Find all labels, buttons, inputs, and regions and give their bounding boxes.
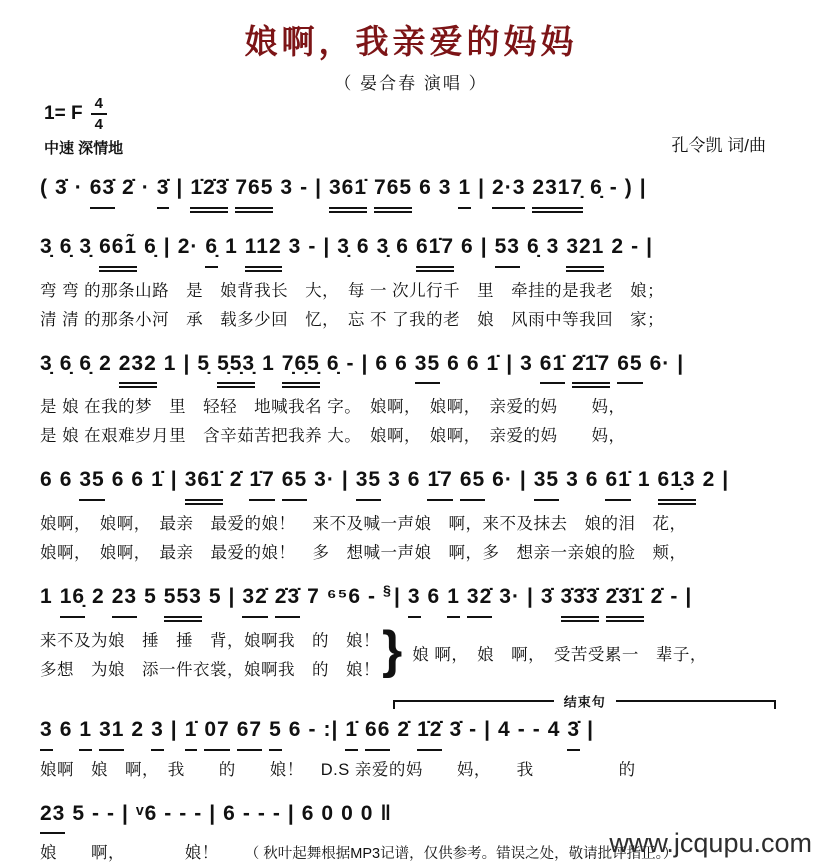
sheet-music-page: [0, 16, 822, 861]
notation-token: ‖: [380, 796, 391, 833]
notation-token: 3: [439, 170, 452, 207]
key-signature: 1= F: [44, 103, 83, 125]
notation-token: 5: [209, 579, 222, 616]
notation-token: 65: [282, 462, 307, 501]
notation-token: 3̇3̇3̇: [561, 579, 599, 622]
lyric-line: 来不及为娘 捶 捶 背，娘啊我 的 娘！: [40, 627, 380, 651]
notation-token: 65: [617, 346, 642, 385]
notation-token: 1̇: [151, 462, 164, 499]
notation-token: 1̇7: [249, 462, 274, 501]
notation-token: |: [722, 462, 729, 499]
notation-token: 321: [566, 229, 604, 272]
music-system: [40, 696, 792, 780]
lyric-line: [40, 756, 792, 780]
notation-token: 4: [498, 712, 511, 749]
notation-token: 35: [356, 462, 381, 501]
notation-token: -: [194, 796, 202, 833]
notation-token: 5̣5̣3̣: [217, 346, 255, 389]
notation-token: |: [527, 579, 534, 616]
notation-token: 3̣: [40, 229, 53, 266]
notation-systems: [0, 158, 822, 863]
notation-token: (: [40, 170, 48, 207]
notation-line: [40, 712, 792, 751]
notation-token: -: [347, 346, 355, 383]
ending-phrase-label: 结束句: [554, 691, 616, 710]
time-signature: [91, 96, 107, 132]
notation-token: 6̣: [205, 229, 218, 268]
notation-token: -: [273, 796, 281, 833]
notation-token: ᵛ6: [136, 796, 157, 833]
notation-token: |: [183, 346, 190, 383]
notation-token: 2317̣: [532, 170, 583, 213]
brace-glyph: }: [382, 627, 402, 674]
music-system: [40, 579, 792, 680]
notation-token: -: [469, 712, 477, 749]
notation-token: 7̣6̣5̣: [282, 346, 320, 389]
notation-token: 3: [388, 462, 401, 499]
notation-token: -: [670, 579, 678, 616]
notation-token: |: [229, 579, 236, 616]
notation-token: 3̇: [157, 170, 170, 209]
notation-token: 6: [60, 712, 73, 749]
notation-token: 5: [269, 712, 282, 751]
notation-token: 6̣: [327, 346, 340, 383]
notation-token: 3: [566, 462, 579, 499]
lyric-text: 娘啊 娘 啊， 我 的 娘！ D.S 亲爱的妈 妈， 我 的: [40, 761, 636, 779]
notation-token: -: [308, 712, 316, 749]
notation-token: 66: [365, 712, 390, 751]
notation-token: |: [640, 170, 647, 207]
notation-token: |: [685, 579, 692, 616]
lyric-line: [40, 539, 792, 563]
notation-token: 61̇7: [416, 229, 454, 272]
notation-token: 31: [99, 712, 124, 751]
notation-line: [40, 579, 792, 622]
notation-token: 67: [237, 712, 262, 751]
notation-token: 6̣: [590, 170, 603, 207]
notation-token: ·: [75, 170, 83, 207]
notation-token: 3̣: [337, 229, 350, 266]
notation-token: 1̇2̇3̇: [190, 170, 228, 213]
music-system: [40, 346, 792, 447]
notation-token: 61̇: [605, 462, 630, 501]
lyric-line: [40, 277, 792, 301]
lyric-line: 多想 为娘 添一件衣裳，娘啊我 的 娘！: [40, 656, 380, 680]
notation-token: §: [383, 579, 392, 604]
notation-token: 3: [289, 229, 302, 266]
notation-token: 32̇: [467, 579, 492, 618]
music-system: [40, 229, 792, 330]
notation-token: 6: [40, 462, 53, 499]
notation-token: 35: [415, 346, 440, 385]
notation-token: |: [646, 229, 653, 266]
notation-token: |: [677, 346, 684, 383]
notation-token: 1̇: [345, 712, 358, 751]
notation-token: -: [92, 796, 100, 833]
notation-token: 6: [408, 462, 421, 499]
footer: [609, 828, 812, 859]
music-system: [40, 170, 792, 213]
notation-token: -: [243, 796, 251, 833]
notation-token: |: [342, 462, 349, 499]
notation-token: -: [179, 796, 187, 833]
notation-token: 7: [307, 579, 320, 616]
notation-token: 0: [361, 796, 374, 833]
notation-token: 1: [638, 462, 651, 499]
notation-token: 6: [419, 170, 432, 207]
time-signature-denominator: 4: [95, 115, 103, 132]
notation-token: 3̣: [79, 229, 92, 266]
lyric-line: [40, 422, 792, 446]
notation-token: -: [631, 229, 639, 266]
performer-credit: （ 晏合春 演唱 ）: [0, 69, 822, 94]
lyric-text: 娘啊， 娘啊， 最亲 最爱的娘！ 来不及喊一声娘 啊，来不及抹去 娘的泪 花，: [40, 515, 687, 533]
notation-token: |: [176, 170, 183, 207]
notation-token: -: [533, 712, 541, 749]
website-url: www.jcqupu.com: [609, 828, 812, 858]
notation-token: 6·: [650, 346, 671, 383]
notation-token: |: [315, 170, 322, 207]
key-tempo-block: [44, 96, 123, 158]
notation-token: 6: [428, 579, 441, 616]
notation-token: 32̇: [242, 579, 267, 618]
notation-token: 2·3: [492, 170, 525, 209]
notation-token: 3: [280, 170, 293, 207]
notation-token: |: [209, 796, 216, 833]
notation-token: 23: [112, 579, 137, 618]
notation-token: |: [362, 346, 369, 383]
notation-token: 2: [92, 579, 105, 616]
notation-token: 6̣: [60, 346, 73, 383]
notation-token: ): [625, 170, 633, 207]
lyric-line: [40, 510, 792, 534]
notation-token: 5: [72, 796, 85, 833]
notation-token: -: [308, 229, 316, 266]
notation-token: 6: [302, 796, 315, 833]
notation-token: 53: [495, 229, 520, 268]
song-title: 娘啊，我亲爱的妈妈: [0, 16, 822, 63]
notation-token: 6: [395, 346, 408, 383]
lyrics-column: [40, 622, 380, 680]
notation-token: 361̇: [329, 170, 367, 213]
notation-token: 1: [447, 579, 460, 618]
notation-token: 1: [225, 229, 238, 266]
notation-token: 2̇3̇1̇: [606, 579, 644, 622]
notation-line: [40, 346, 792, 389]
lyric-text: 清 清 的那条小河 承 载多少回 忆， 忘 不 了我的老 娘 风雨中等我回 家；: [40, 311, 664, 329]
notation-token: 0: [341, 796, 354, 833]
notation-token: |: [122, 796, 129, 833]
notation-token: |: [171, 462, 178, 499]
notation-token: 3̇: [449, 712, 462, 749]
notation-token: 61̇: [540, 346, 565, 385]
notation-token: -: [107, 796, 115, 833]
notation-token: 765: [235, 170, 273, 213]
notation-token: 661̃: [99, 229, 137, 272]
notation-token: 6: [289, 712, 302, 749]
transcriber-note: （ 秋叶起舞根据MP3记谱，仅供参考。错误之处，敬请批评指正。）: [245, 846, 678, 862]
lyrics-group: [40, 622, 792, 680]
key-time-signature: [44, 96, 123, 132]
notation-token: 6: [131, 462, 144, 499]
notation-token: |: [478, 170, 485, 207]
notation-token: 2̇: [122, 170, 135, 207]
notation-token: 1̇: [185, 712, 198, 751]
notation-token: 35: [534, 462, 559, 501]
notation-token: |: [164, 229, 171, 266]
lyric-text: 娘啊， 娘啊， 最亲 最爱的娘！ 多 想喊一声娘 啊，多 想亲一亲娘的脸 颊，: [40, 544, 687, 562]
notation-token: 4: [548, 712, 561, 749]
notation-token: 3̇: [541, 579, 554, 616]
time-signature-numerator: 4: [91, 96, 107, 115]
lyric-text: 是 娘 在我的梦 里 轻轻 地喊我名 字。 娘啊， 娘啊， 亲爱的妈 妈，: [40, 398, 626, 416]
notation-token: 1̇7: [427, 462, 452, 501]
notation-token: 35: [79, 462, 104, 501]
notation-token: 3: [40, 712, 53, 751]
notation-token: 5: [144, 579, 157, 616]
notation-token: 3̇: [567, 712, 580, 751]
notation-token: 2̇3̇: [275, 579, 300, 618]
notation-token: 16̣: [60, 579, 85, 618]
notation-token: 6: [60, 462, 73, 499]
notation-token: 6̣: [79, 346, 92, 383]
notation-token: 553: [164, 579, 202, 622]
notation-token: 3·: [314, 462, 335, 499]
notation-token: 3̣: [377, 229, 390, 266]
notation-token: |: [394, 579, 401, 616]
notation-token: |: [171, 712, 178, 749]
notation-token: 6: [467, 346, 480, 383]
notation-token: 1: [164, 346, 177, 383]
notation-token: 0: [321, 796, 334, 833]
lyric-text: 弯 弯 的那条山路 是 娘背我长 大， 每 一 次儿行千 里 牵挂的是我老 娘；: [40, 282, 664, 300]
notation-token: 63̇: [90, 170, 115, 209]
notation-token: 2: [99, 346, 112, 383]
tempo-marking: 中速 深情地: [44, 137, 123, 158]
notation-token: 1: [262, 346, 275, 383]
notation-token: ·: [142, 170, 150, 207]
notation-token: 6̣: [60, 229, 73, 266]
notation-token: 2̇1̇7: [572, 346, 610, 389]
notation-token: 6: [586, 462, 599, 499]
notation-token: 65: [460, 462, 485, 501]
notation-token: 1: [79, 712, 92, 751]
notation-token: 6·: [492, 462, 513, 499]
notation-token: |: [506, 346, 513, 383]
notation-token: 1̇: [487, 346, 500, 383]
notation-token: -: [368, 579, 376, 616]
notation-token: 6: [396, 229, 409, 266]
notation-token: -: [610, 170, 618, 207]
notation-token: 2: [611, 229, 624, 266]
notation-token: |: [288, 796, 295, 833]
ending-phrase-bracket: [393, 700, 776, 709]
notation-line: [40, 229, 792, 272]
lyric-text: 是 娘 在艰难岁月里 含辛茹苦把我养 大。 娘啊， 娘啊， 亲爱的妈 妈，: [40, 427, 626, 445]
notation-token: 6: [447, 346, 460, 383]
notation-token: 2: [703, 462, 716, 499]
notation-token: 361̇: [185, 462, 223, 505]
notation-token: 1: [40, 579, 53, 616]
notation-line: [40, 170, 792, 213]
notation-token: 1: [458, 170, 471, 209]
notation-token: |: [323, 229, 330, 266]
notation-token: 07: [204, 712, 229, 751]
lyric-line: [40, 393, 792, 417]
notation-token: 6: [357, 229, 370, 266]
notation-token: 2̇: [230, 462, 243, 499]
notation-token: 3: [520, 346, 533, 383]
notation-token: 6̣: [144, 229, 157, 266]
notation-token: 3: [151, 712, 164, 751]
notation-token: 3·: [499, 579, 520, 616]
notation-token: |: [481, 229, 488, 266]
notation-token: 2̇: [651, 579, 664, 616]
notation-token: 6: [461, 229, 474, 266]
notation-token: ⁶⁵6: [327, 579, 361, 616]
notation-token: -: [258, 796, 266, 833]
meta-row: [0, 94, 822, 158]
notation-line: [40, 462, 792, 505]
notation-token: 112: [245, 229, 282, 272]
notation-token: -: [518, 712, 526, 749]
composer-credit: 孔令凯 词/曲: [672, 131, 796, 158]
lyric-line: 娘 啊， 娘 啊， 受苦受累一 辈子，: [412, 641, 707, 665]
notation-token: -: [164, 796, 172, 833]
notation-token: 2·: [178, 229, 199, 266]
notation-token: 1̇2̇: [417, 712, 442, 751]
notation-token: 3: [408, 579, 421, 618]
notation-token: :|: [323, 712, 338, 749]
notation-token: -: [300, 170, 308, 207]
lyric-line: [40, 306, 792, 330]
notation-token: 3̣: [40, 346, 53, 383]
notation-token: 765: [374, 170, 412, 213]
notation-token: |: [484, 712, 491, 749]
notation-token: 5̣: [197, 346, 210, 383]
notation-token: 3: [547, 229, 560, 266]
notation-token: 23: [40, 796, 65, 835]
notation-token: |: [520, 462, 527, 499]
notation-token: 6: [223, 796, 236, 833]
notation-token: 6̣: [527, 229, 540, 266]
notation-token: |: [587, 712, 594, 749]
notation-token: 2: [131, 712, 144, 749]
notation-token: 61̣3: [658, 462, 696, 505]
notation-token: 6: [112, 462, 125, 499]
lyric-text: 娘 啊， 娘！: [40, 844, 219, 862]
notation-token: 232: [119, 346, 157, 389]
notation-token: 3̇: [55, 170, 68, 207]
notation-token: 2̇: [397, 712, 410, 749]
music-system: [40, 462, 792, 563]
notation-token: 6: [375, 346, 388, 383]
